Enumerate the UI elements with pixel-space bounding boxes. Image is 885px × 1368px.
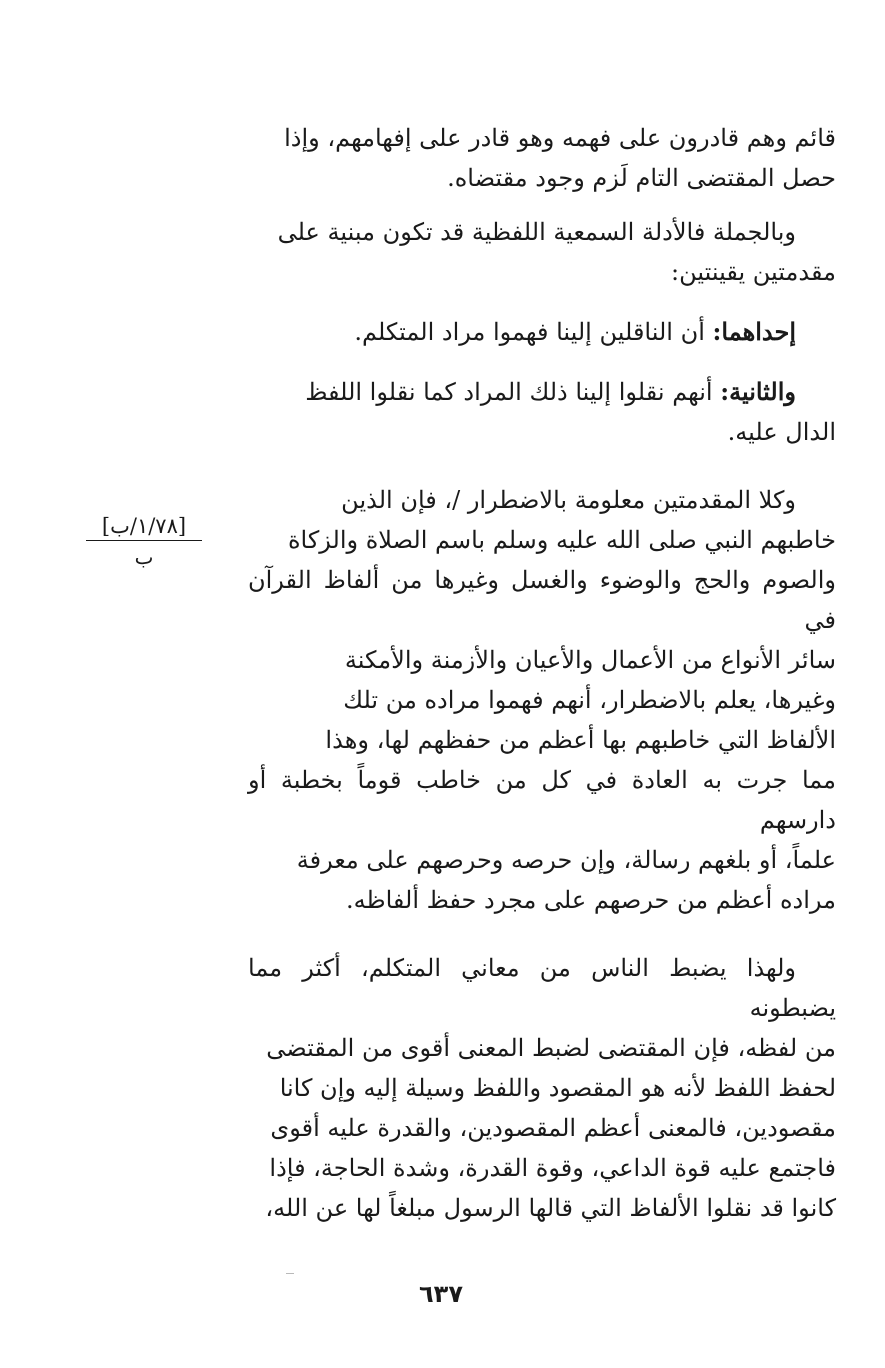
paragraph-1: [248, 118, 836, 198]
text-line: مما جرت به العادة في كل من خاطب قوماً بخطبة أو دارسهم: [248, 766, 836, 834]
body-text: [248, 118, 836, 1228]
text-line: فاجتمع عليه قوة الداعي، وقوة القدرة، وشدة الحاجة، فإذا: [269, 1154, 836, 1182]
divider: [286, 1273, 294, 1274]
text-line: وغيرها، يعلم بالاضطرار، أنهم فهموا مراده من تلك: [343, 686, 836, 714]
text-line: حصل المقتضى التام لَزم وجود مقتضاه.: [447, 164, 836, 192]
text-line: أنهم نقلوا إلينا ذلك المراد كما نقلوا اللفظ: [305, 378, 713, 406]
paragraph-5: [248, 480, 836, 920]
text-line: علماً، أو بلغهم رسالة، وإن حرصه وحرصهم على معرفة: [296, 846, 836, 874]
text-line: وكلا المقدمتين معلومة بالاضطرار /، فإن الذين: [341, 486, 796, 514]
text-line: والصوم والحج والوضوء والغسل وغيرها من ألفاظ القرآن في: [248, 566, 836, 634]
text-line: أن الناقلين إلينا فهموا مراد المتكلم.: [354, 318, 705, 346]
text-line: لحفظ اللفظ لأنه هو المقصود واللفظ وسيلة إليه وإن كانا: [279, 1074, 836, 1102]
paragraph-4: [248, 372, 836, 452]
text-line: الدال عليه.: [727, 418, 836, 446]
text-line: قائم وهم قادرون على فهمه وهو قادر على إفهامهم، وإذا: [284, 124, 836, 152]
lead-term: إحداهما:: [712, 317, 796, 346]
manuscript-folio-note: [86, 514, 202, 569]
paragraph-6: [248, 948, 836, 1228]
paragraph-2: [248, 212, 836, 292]
page-number: ٦٣٧: [419, 1280, 463, 1308]
text-line: مراده أعظم من حرصهم على مجرد حفظ ألفاظه.: [345, 886, 836, 914]
paragraph-3: [248, 312, 836, 352]
text-line: من لفظه، فإن المقتضى لضبط المعنى أقوى من المقتضى: [266, 1034, 836, 1062]
text-line: الألفاظ التي خاطبهم بها أعظم من حفظهم لها، وهذا: [325, 726, 836, 754]
folio-letter: ب: [134, 545, 154, 569]
text-line: سائر الأنواع من الأعمال والأعيان والأزمنة والأمكنة: [344, 646, 836, 674]
lead-term: والثانية:: [720, 377, 796, 406]
text-line: مقصودين، فالمعنى أعظم المقصودين، والقدرة عليه أقوى: [270, 1114, 836, 1142]
folio-reference: [١/٧٨/ب]: [86, 514, 202, 541]
text-line: وبالجملة فالأدلة السمعية اللفظية قد تكون مبنية على: [277, 218, 796, 246]
text-line: مقدمتين يقينتين:: [671, 258, 836, 286]
text-line: خاطبهم النبي صلى الله عليه وسلم باسم الصلاة والزكاة: [287, 526, 836, 554]
text-line: كانوا قد نقلوا الألفاظ التي قالها الرسول مبلغاً لها عن الله،: [265, 1194, 836, 1222]
text-line: ولهذا يضبط الناس من معاني المتكلم، أكثر مما يضبطونه: [248, 954, 836, 1022]
